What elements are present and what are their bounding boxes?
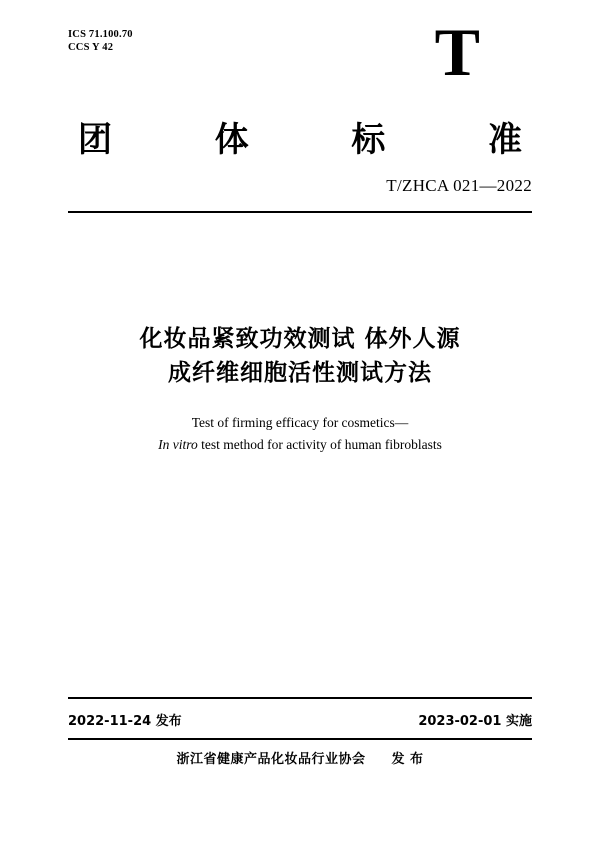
footer-divider-top: [68, 697, 532, 699]
category-char-1: 团: [78, 120, 112, 160]
title-en-italic: In vitro: [158, 437, 198, 452]
ics-code: ICS 71.100.70: [68, 29, 133, 40]
date-row: [68, 710, 532, 729]
issuer-name: 浙江省健康产品化妆品行业协会: [176, 752, 366, 767]
implement-date: 2023-02-01 实施: [418, 714, 532, 729]
title-en-line-1: Test of firming efficacy for cosmetics—: [191, 415, 409, 430]
page-title: [68, 322, 532, 390]
header-divider: [68, 211, 532, 213]
title-zh-line-1: 化妆品紧致功效测试 体外人源: [139, 326, 461, 352]
standard-mark-t: T: [434, 14, 480, 90]
standard-number: T/ZHCA 021—2022: [386, 176, 532, 195]
issuer-action: 发 布: [391, 752, 424, 767]
category-char-3: 标: [351, 120, 386, 160]
category-char-4: 准: [487, 120, 522, 160]
title-en-line-2: [68, 434, 532, 456]
category-char-2: 体: [214, 120, 249, 160]
publish-date: 2022-11-24 发布: [68, 714, 182, 729]
classification-codes: [68, 28, 133, 54]
category-label: [68, 112, 532, 161]
ccs-code: CCS Y 42: [68, 42, 114, 53]
footer-divider-bottom: [68, 738, 532, 740]
page-subtitle: [68, 412, 532, 456]
title-en-rest: test method for activity of human fibroblasts: [197, 437, 442, 452]
title-zh-line-2: 成纤维细胞活性测试方法: [168, 360, 432, 386]
issuer-row: [68, 748, 532, 767]
